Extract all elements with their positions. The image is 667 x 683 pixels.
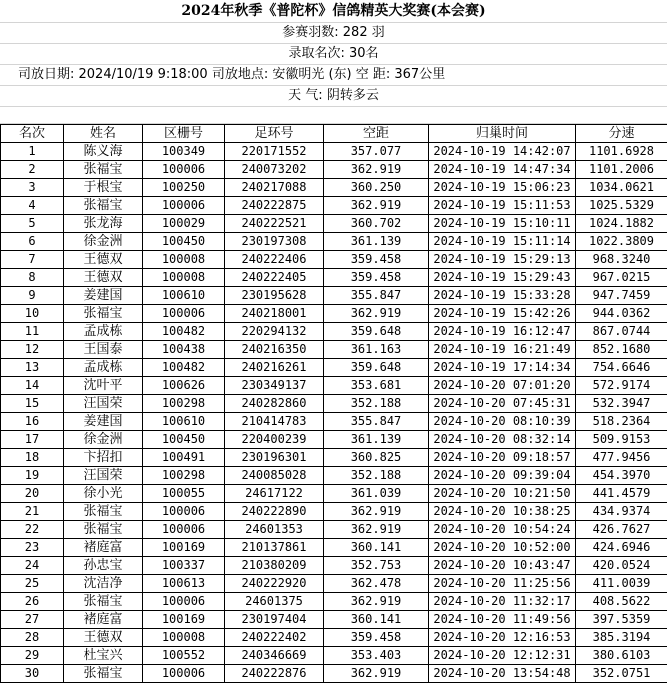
distance-cell: 352.188 <box>324 395 429 413</box>
rank-cell: 11 <box>1 323 64 341</box>
ring-no-cell: 240222521 <box>225 215 324 233</box>
member-id-cell: 100626 <box>143 377 225 395</box>
ring-no-cell: 240222920 <box>225 575 324 593</box>
ring-no-cell: 230197308 <box>225 233 324 251</box>
rank-cell: 12 <box>1 341 64 359</box>
member-id-cell: 100610 <box>143 287 225 305</box>
member-id-cell: 100006 <box>143 665 225 683</box>
name-cell: 王德双 <box>64 251 143 269</box>
member-id-cell: 100298 <box>143 395 225 413</box>
arrival-time-cell: 2024-10-19 15:29:43 <box>429 269 576 287</box>
speed-cell: 420.0524 <box>576 557 667 575</box>
member-id-cell: 100008 <box>143 629 225 647</box>
speed-cell: 426.7627 <box>576 521 667 539</box>
ring-no-cell: 240282860 <box>225 395 324 413</box>
rank-cell: 24 <box>1 557 64 575</box>
col-header-rank: 名次 <box>1 125 64 143</box>
distance-cell: 362.919 <box>324 521 429 539</box>
distance-cell: 361.139 <box>324 431 429 449</box>
speed-cell: 352.0751 <box>576 665 667 683</box>
distance-cell: 353.681 <box>324 377 429 395</box>
speed-cell: 411.0039 <box>576 575 667 593</box>
rank-cell: 23 <box>1 539 64 557</box>
name-cell: 张福宝 <box>64 521 143 539</box>
distance-cell: 360.702 <box>324 215 429 233</box>
distance-cell: 359.648 <box>324 323 429 341</box>
table-row <box>1 611 667 629</box>
speed-cell: 944.0362 <box>576 305 667 323</box>
speed-cell: 434.9374 <box>576 503 667 521</box>
speed-cell: 1101.2006 <box>576 161 667 179</box>
distance-cell: 362.919 <box>324 197 429 215</box>
ring-no-cell: 24617122 <box>225 485 324 503</box>
arrival-time-cell: 2024-10-19 15:11:14 <box>429 233 576 251</box>
ring-no-cell: 210414783 <box>225 413 324 431</box>
table-row <box>1 665 667 683</box>
speed-cell: 968.3240 <box>576 251 667 269</box>
ring-no-cell: 230349137 <box>225 377 324 395</box>
distance-cell: 357.077 <box>324 143 429 161</box>
ring-no-cell: 24601375 <box>225 593 324 611</box>
ring-no-cell: 24601353 <box>225 521 324 539</box>
speed-cell: 397.5359 <box>576 611 667 629</box>
race-title: 2024年秋季《普陀杯》信鸽精英大奖赛(本会赛) <box>0 0 667 23</box>
name-cell: 褚庭富 <box>64 611 143 629</box>
speed-cell: 852.1680 <box>576 341 667 359</box>
distance-cell: 359.458 <box>324 629 429 647</box>
arrival-time-cell: 2024-10-20 08:32:14 <box>429 431 576 449</box>
arrival-time-cell: 2024-10-19 15:29:13 <box>429 251 576 269</box>
rank-cell: 10 <box>1 305 64 323</box>
name-cell: 徐金洲 <box>64 233 143 251</box>
arrival-time-cell: 2024-10-19 14:42:07 <box>429 143 576 161</box>
arrival-time-cell: 2024-10-20 10:21:50 <box>429 485 576 503</box>
rank-cell: 15 <box>1 395 64 413</box>
col-header-arrival-time: 归巢时间 <box>429 125 576 143</box>
name-cell: 陈义海 <box>64 143 143 161</box>
name-cell: 王国泰 <box>64 341 143 359</box>
ring-no-cell: 240216350 <box>225 341 324 359</box>
speed-cell: 532.3947 <box>576 395 667 413</box>
table-header-row <box>1 125 667 143</box>
name-cell: 张福宝 <box>64 503 143 521</box>
arrival-time-cell: 2024-10-19 16:21:49 <box>429 341 576 359</box>
member-id-cell: 100006 <box>143 305 225 323</box>
speed-cell: 424.6946 <box>576 539 667 557</box>
table-row <box>1 179 667 197</box>
table-row <box>1 287 667 305</box>
table-row <box>1 539 667 557</box>
name-cell: 于根宝 <box>64 179 143 197</box>
name-cell: 汪国荣 <box>64 395 143 413</box>
speed-cell: 454.3970 <box>576 467 667 485</box>
arrival-time-cell: 2024-10-19 16:12:47 <box>429 323 576 341</box>
arrival-time-cell: 2024-10-19 15:42:26 <box>429 305 576 323</box>
speed-cell: 509.9153 <box>576 431 667 449</box>
arrival-time-cell: 2024-10-20 12:16:53 <box>429 629 576 647</box>
member-id-cell: 100006 <box>143 503 225 521</box>
table-row <box>1 359 667 377</box>
speed-cell: 380.6103 <box>576 647 667 665</box>
table-row <box>1 503 667 521</box>
member-id-cell: 100450 <box>143 233 225 251</box>
arrival-time-cell: 2024-10-20 11:32:17 <box>429 593 576 611</box>
table-row <box>1 269 667 287</box>
table-row <box>1 197 667 215</box>
speed-cell: 967.0215 <box>576 269 667 287</box>
member-id-cell: 100029 <box>143 215 225 233</box>
distance-cell: 352.188 <box>324 467 429 485</box>
arrival-time-cell: 2024-10-20 11:49:56 <box>429 611 576 629</box>
distance-cell: 355.847 <box>324 413 429 431</box>
speed-cell: 1022.3809 <box>576 233 667 251</box>
rank-cell: 6 <box>1 233 64 251</box>
ring-no-cell: 240073202 <box>225 161 324 179</box>
rank-cell: 26 <box>1 593 64 611</box>
ring-no-cell: 240216261 <box>225 359 324 377</box>
ring-no-cell: 240222405 <box>225 269 324 287</box>
speed-cell: 867.0744 <box>576 323 667 341</box>
name-cell: 姜建国 <box>64 413 143 431</box>
arrival-time-cell: 2024-10-20 10:54:24 <box>429 521 576 539</box>
table-row <box>1 305 667 323</box>
distance-cell: 360.250 <box>324 179 429 197</box>
table-row <box>1 431 667 449</box>
name-cell: 褚庭富 <box>64 539 143 557</box>
name-cell: 张福宝 <box>64 161 143 179</box>
table-row <box>1 593 667 611</box>
ring-no-cell: 220171552 <box>225 143 324 161</box>
member-id-cell: 100613 <box>143 575 225 593</box>
distance-cell: 360.825 <box>324 449 429 467</box>
rank-cell: 28 <box>1 629 64 647</box>
name-cell: 徐金洲 <box>64 431 143 449</box>
table-row <box>1 377 667 395</box>
member-id-cell: 100610 <box>143 413 225 431</box>
ring-no-cell: 240218001 <box>225 305 324 323</box>
name-cell: 王德双 <box>64 629 143 647</box>
spacer-row <box>0 107 667 124</box>
name-cell: 张福宝 <box>64 197 143 215</box>
member-id-cell: 100552 <box>143 647 225 665</box>
member-id-cell: 100008 <box>143 251 225 269</box>
rank-cell: 27 <box>1 611 64 629</box>
name-cell: 卞招扣 <box>64 449 143 467</box>
name-cell: 姜建国 <box>64 287 143 305</box>
arrival-time-cell: 2024-10-19 15:06:23 <box>429 179 576 197</box>
distance-cell: 360.141 <box>324 611 429 629</box>
member-id-cell: 100055 <box>143 485 225 503</box>
table-row <box>1 341 667 359</box>
rank-cell: 8 <box>1 269 64 287</box>
distance-cell: 361.163 <box>324 341 429 359</box>
speed-cell: 385.3194 <box>576 629 667 647</box>
arrival-time-cell: 2024-10-20 12:12:31 <box>429 647 576 665</box>
rank-cell: 4 <box>1 197 64 215</box>
distance-cell: 362.919 <box>324 161 429 179</box>
ring-no-cell: 240222875 <box>225 197 324 215</box>
member-id-cell: 100491 <box>143 449 225 467</box>
arrival-time-cell: 2024-10-19 15:10:11 <box>429 215 576 233</box>
rank-cell: 16 <box>1 413 64 431</box>
arrival-time-cell: 2024-10-20 10:43:47 <box>429 557 576 575</box>
rank-cell: 7 <box>1 251 64 269</box>
name-cell: 沈洁净 <box>64 575 143 593</box>
member-id-cell: 100006 <box>143 593 225 611</box>
ring-no-cell: 240222406 <box>225 251 324 269</box>
qualified-count: 录取名次: 30名 <box>0 44 667 65</box>
member-id-cell: 100482 <box>143 323 225 341</box>
distance-cell: 359.648 <box>324 359 429 377</box>
table-row <box>1 575 667 593</box>
entries-count: 参赛羽数: 282 羽 <box>0 23 667 44</box>
name-cell: 张福宝 <box>64 665 143 683</box>
arrival-time-cell: 2024-10-20 08:10:39 <box>429 413 576 431</box>
speed-cell: 408.5622 <box>576 593 667 611</box>
member-id-cell: 100349 <box>143 143 225 161</box>
arrival-time-cell: 2024-10-20 13:54:48 <box>429 665 576 683</box>
rank-cell: 30 <box>1 665 64 683</box>
speed-cell: 1034.0621 <box>576 179 667 197</box>
name-cell: 徐小光 <box>64 485 143 503</box>
col-header-name: 姓名 <box>64 125 143 143</box>
member-id-cell: 100006 <box>143 161 225 179</box>
arrival-time-cell: 2024-10-20 10:38:25 <box>429 503 576 521</box>
table-row <box>1 629 667 647</box>
rank-cell: 1 <box>1 143 64 161</box>
ring-no-cell: 220294132 <box>225 323 324 341</box>
ring-no-cell: 230197404 <box>225 611 324 629</box>
weather-info: 天 气: 阴转多云 <box>0 86 667 107</box>
arrival-time-cell: 2024-10-19 14:47:34 <box>429 161 576 179</box>
distance-cell: 362.919 <box>324 665 429 683</box>
table-row <box>1 251 667 269</box>
table-row <box>1 215 667 233</box>
name-cell: 张龙海 <box>64 215 143 233</box>
ring-no-cell: 240217088 <box>225 179 324 197</box>
name-cell: 汪国荣 <box>64 467 143 485</box>
table-row <box>1 449 667 467</box>
speed-cell: 572.9174 <box>576 377 667 395</box>
release-info: 司放日期: 2024/10/19 9:18:00 司放地点: 安徽明光 (东) 空 距: 367公里 <box>0 65 667 86</box>
member-id-cell: 100450 <box>143 431 225 449</box>
ring-no-cell: 240085028 <box>225 467 324 485</box>
distance-cell: 361.139 <box>324 233 429 251</box>
ring-no-cell: 210137861 <box>225 539 324 557</box>
ring-no-cell: 210380209 <box>225 557 324 575</box>
arrival-time-cell: 2024-10-20 09:39:04 <box>429 467 576 485</box>
member-id-cell: 100337 <box>143 557 225 575</box>
ring-no-cell: 240346669 <box>225 647 324 665</box>
rank-cell: 5 <box>1 215 64 233</box>
distance-cell: 361.039 <box>324 485 429 503</box>
table-row <box>1 647 667 665</box>
ring-no-cell: 240222876 <box>225 665 324 683</box>
arrival-time-cell: 2024-10-20 10:52:00 <box>429 539 576 557</box>
col-header-ring-no: 足环号 <box>225 125 324 143</box>
rank-cell: 21 <box>1 503 64 521</box>
distance-cell: 362.919 <box>324 305 429 323</box>
distance-cell: 362.919 <box>324 503 429 521</box>
rank-cell: 20 <box>1 485 64 503</box>
ring-no-cell: 240222402 <box>225 629 324 647</box>
name-cell: 孟成栋 <box>64 359 143 377</box>
member-id-cell: 100438 <box>143 341 225 359</box>
name-cell: 张福宝 <box>64 305 143 323</box>
name-cell: 杜宝兴 <box>64 647 143 665</box>
distance-cell: 362.919 <box>324 593 429 611</box>
rank-cell: 9 <box>1 287 64 305</box>
name-cell: 张福宝 <box>64 593 143 611</box>
arrival-time-cell: 2024-10-20 07:45:31 <box>429 395 576 413</box>
table-row <box>1 413 667 431</box>
distance-cell: 359.458 <box>324 269 429 287</box>
rank-cell: 13 <box>1 359 64 377</box>
col-header-distance: 空距 <box>324 125 429 143</box>
table-row <box>1 143 667 161</box>
rank-cell: 2 <box>1 161 64 179</box>
rank-cell: 3 <box>1 179 64 197</box>
member-id-cell: 100169 <box>143 539 225 557</box>
member-id-cell: 100006 <box>143 521 225 539</box>
arrival-time-cell: 2024-10-20 09:18:57 <box>429 449 576 467</box>
distance-cell: 360.141 <box>324 539 429 557</box>
ring-no-cell: 240222890 <box>225 503 324 521</box>
member-id-cell: 100298 <box>143 467 225 485</box>
member-id-cell: 100008 <box>143 269 225 287</box>
speed-cell: 754.6646 <box>576 359 667 377</box>
table-row <box>1 521 667 539</box>
distance-cell: 362.478 <box>324 575 429 593</box>
table-row <box>1 323 667 341</box>
ring-no-cell: 230196301 <box>225 449 324 467</box>
distance-cell: 352.753 <box>324 557 429 575</box>
table-row <box>1 557 667 575</box>
table-row <box>1 233 667 251</box>
col-header-member-id: 区栅号 <box>143 125 225 143</box>
speed-cell: 518.2364 <box>576 413 667 431</box>
ring-no-cell: 220400239 <box>225 431 324 449</box>
name-cell: 孙忠宝 <box>64 557 143 575</box>
rank-cell: 29 <box>1 647 64 665</box>
results-table <box>0 124 667 683</box>
distance-cell: 353.403 <box>324 647 429 665</box>
table-row <box>1 161 667 179</box>
arrival-time-cell: 2024-10-19 17:14:34 <box>429 359 576 377</box>
arrival-time-cell: 2024-10-20 11:25:56 <box>429 575 576 593</box>
speed-cell: 1101.6928 <box>576 143 667 161</box>
arrival-time-cell: 2024-10-19 15:11:53 <box>429 197 576 215</box>
distance-cell: 355.847 <box>324 287 429 305</box>
arrival-time-cell: 2024-10-20 07:01:20 <box>429 377 576 395</box>
table-row <box>1 467 667 485</box>
member-id-cell: 100006 <box>143 197 225 215</box>
name-cell: 沈叶平 <box>64 377 143 395</box>
results-body <box>1 143 667 683</box>
speed-cell: 947.7459 <box>576 287 667 305</box>
col-header-speed: 分速 <box>576 125 667 143</box>
rank-cell: 19 <box>1 467 64 485</box>
rank-cell: 17 <box>1 431 64 449</box>
speed-cell: 1025.5329 <box>576 197 667 215</box>
arrival-time-cell: 2024-10-19 15:33:28 <box>429 287 576 305</box>
name-cell: 王德双 <box>64 269 143 287</box>
rank-cell: 14 <box>1 377 64 395</box>
table-row <box>1 395 667 413</box>
rank-cell: 18 <box>1 449 64 467</box>
rank-cell: 25 <box>1 575 64 593</box>
table-row <box>1 485 667 503</box>
member-id-cell: 100169 <box>143 611 225 629</box>
speed-cell: 441.4579 <box>576 485 667 503</box>
distance-cell: 359.458 <box>324 251 429 269</box>
ring-no-cell: 230195628 <box>225 287 324 305</box>
rank-cell: 22 <box>1 521 64 539</box>
member-id-cell: 100250 <box>143 179 225 197</box>
member-id-cell: 100482 <box>143 359 225 377</box>
speed-cell: 1024.1882 <box>576 215 667 233</box>
speed-cell: 477.9456 <box>576 449 667 467</box>
name-cell: 孟成栋 <box>64 323 143 341</box>
